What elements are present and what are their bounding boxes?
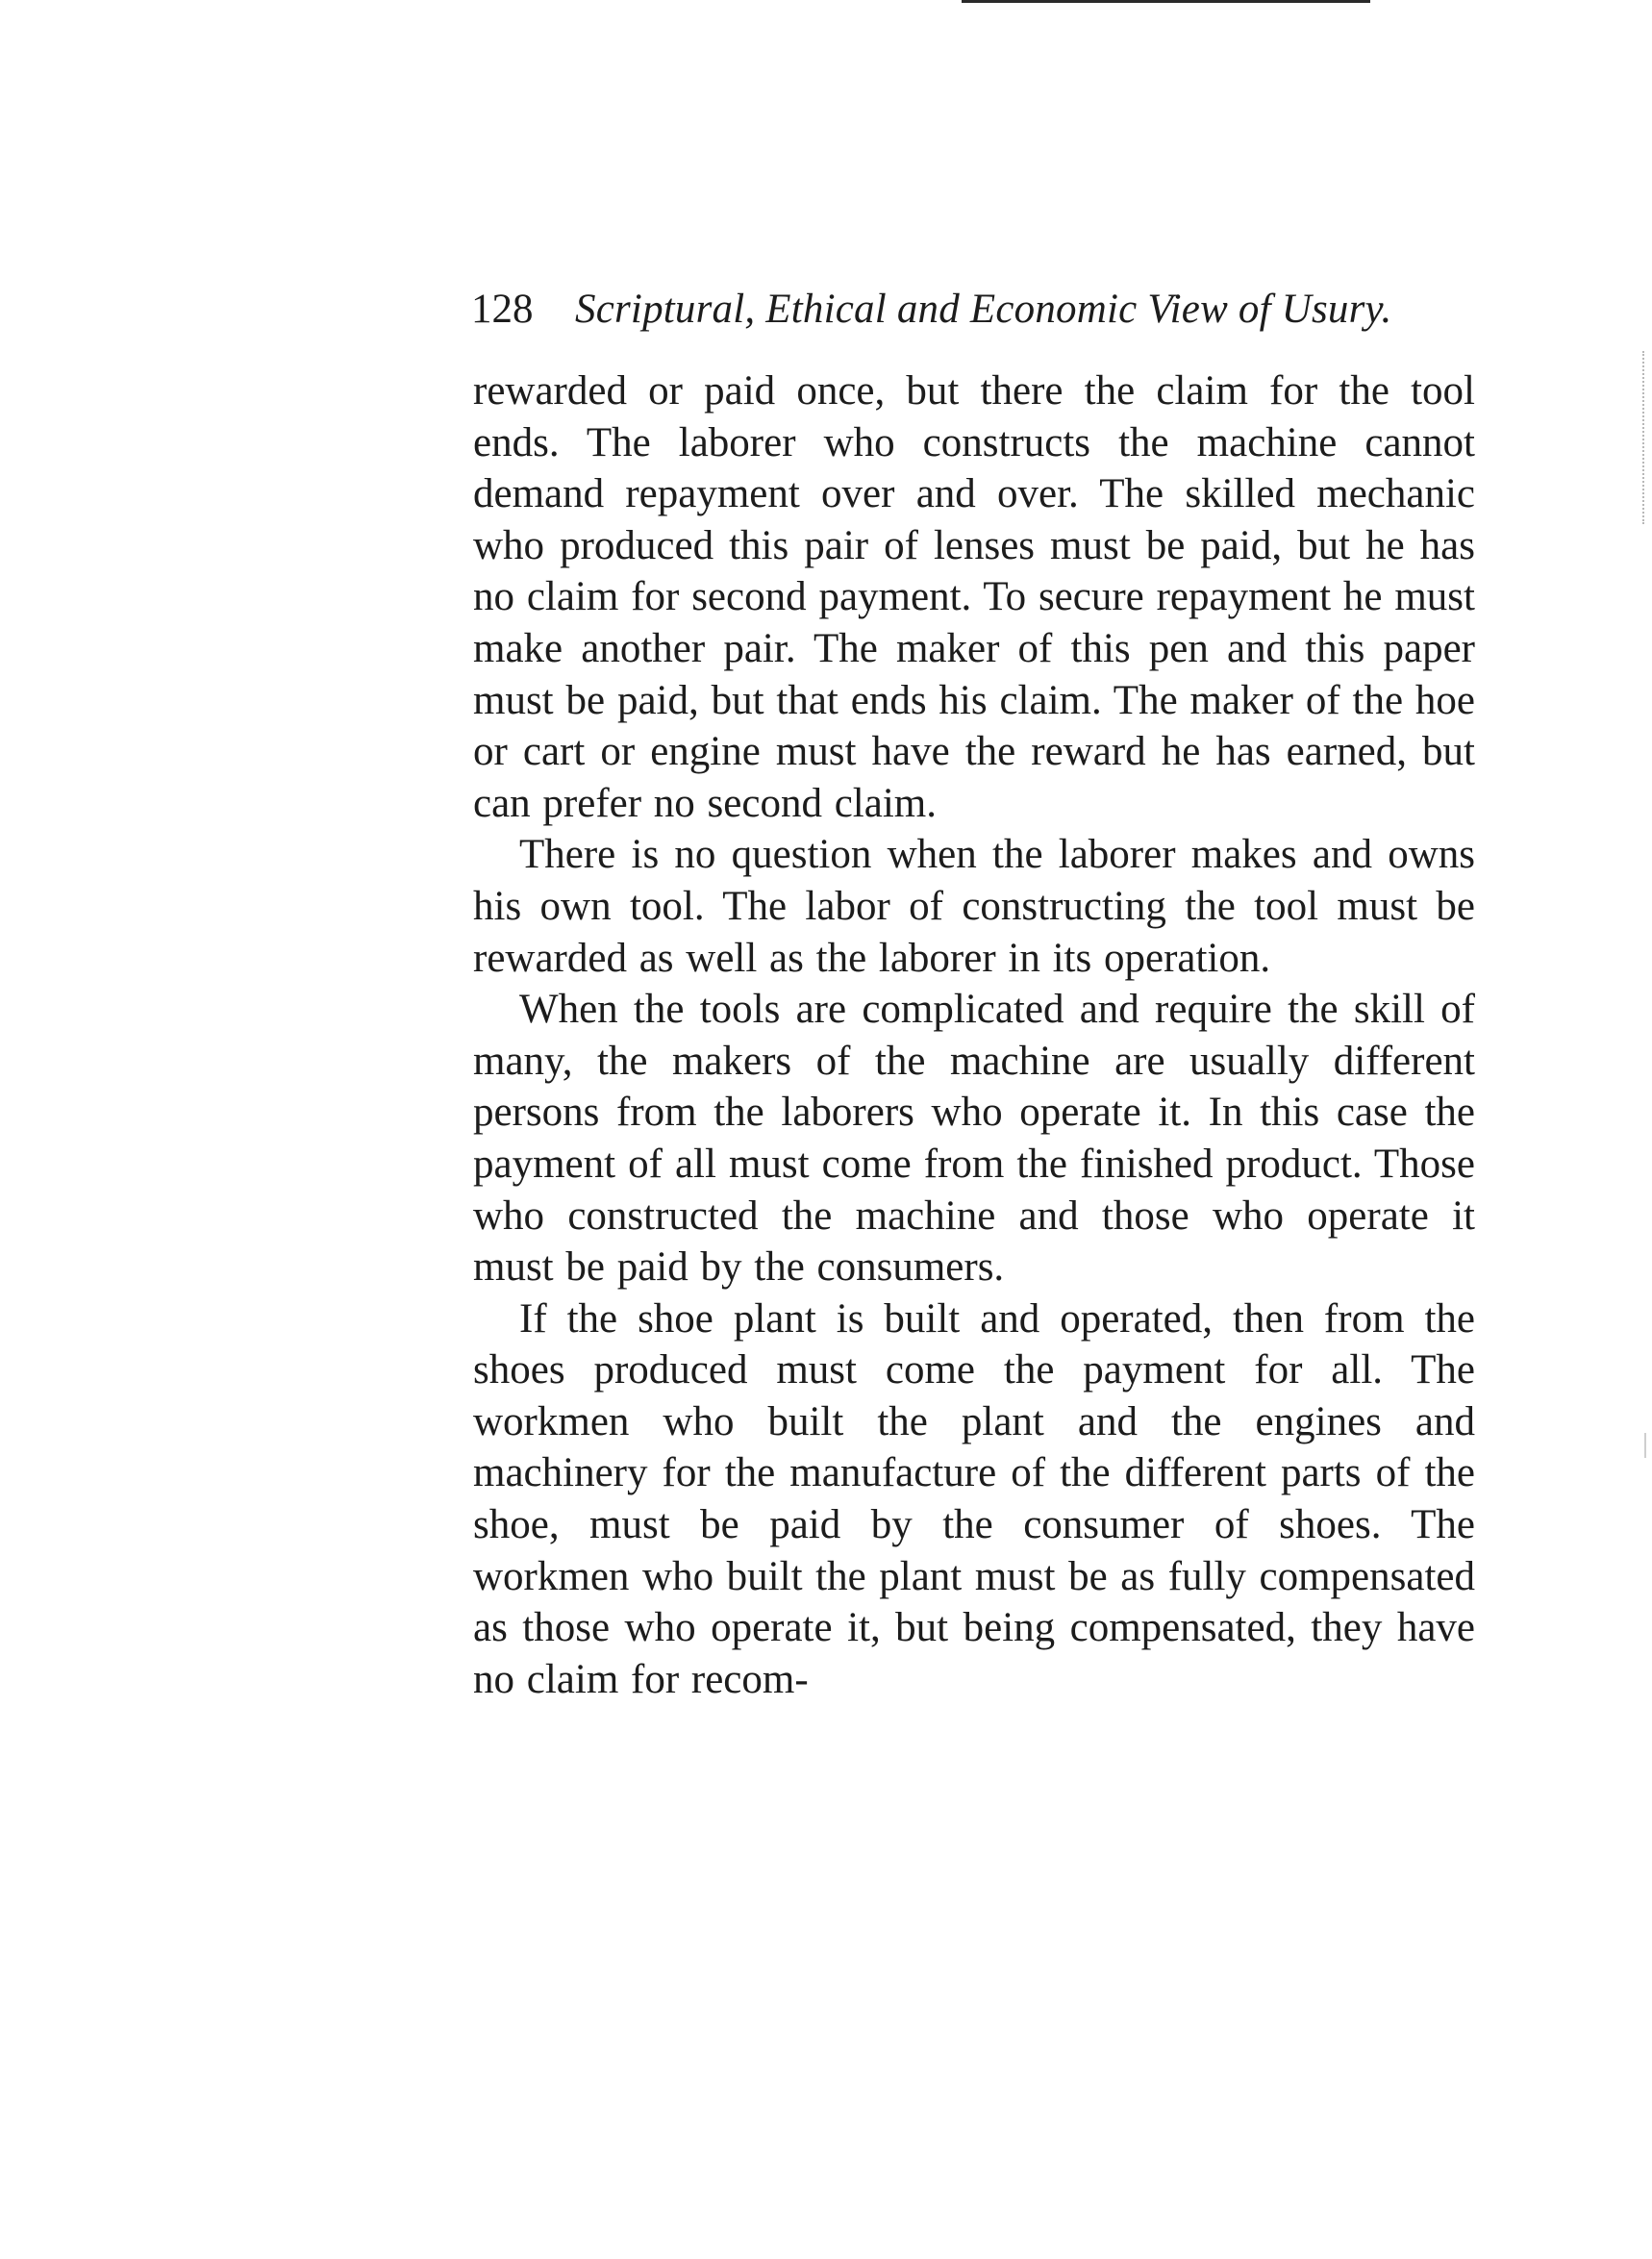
top-rule — [962, 0, 1370, 3]
running-head — [471, 281, 1471, 339]
page-number: 128 — [471, 287, 534, 332]
running-title: Scriptural, Ethical and Economic View of Usury. — [575, 287, 1392, 332]
margin-speck — [1644, 1433, 1646, 1458]
paragraph-3: When the tools are complicated and require the skill of many, the makers of the machine are usually different persons from the laborers who operate it. In this case the payment of all must come from the finished product. Those who constructed the machine and those who operate it must be paid by the consumers. — [473, 987, 1475, 1291]
paragraph-4: If the shoe plant is built and operated, then from the shoes produced must come the payment for all. The workmen who built the plant and the engines and machinery for the manufacture of the different parts of the shoe, must be paid by the consumer of shoes. The workmen who built the plant must be as fully compensated as those who operate it, but being compensated, they have no claim for recom- — [473, 1295, 1475, 1702]
margin-specks — [1642, 351, 1647, 524]
paragraph-1: rewarded or paid once, but there the claim for the tool ends. The laborer who constructs the machine cannot demand repayment over and over. The skilled mechanic who produced this pair of lenses must be paid, but he has no claim for second payment. To secure repayment he must make another pair. The maker of this pen and this paper must be paid, but that ends his claim. The maker of the hoe or cart or engine must have the reward he has earned, but can prefer no second claim. — [473, 368, 1475, 826]
paragraph-2: There is no question when the laborer makes and owns his own tool. The labor of constructing the tool must be rewarded as well as the laborer in its operation. — [473, 832, 1475, 981]
body-text — [473, 365, 1475, 1705]
